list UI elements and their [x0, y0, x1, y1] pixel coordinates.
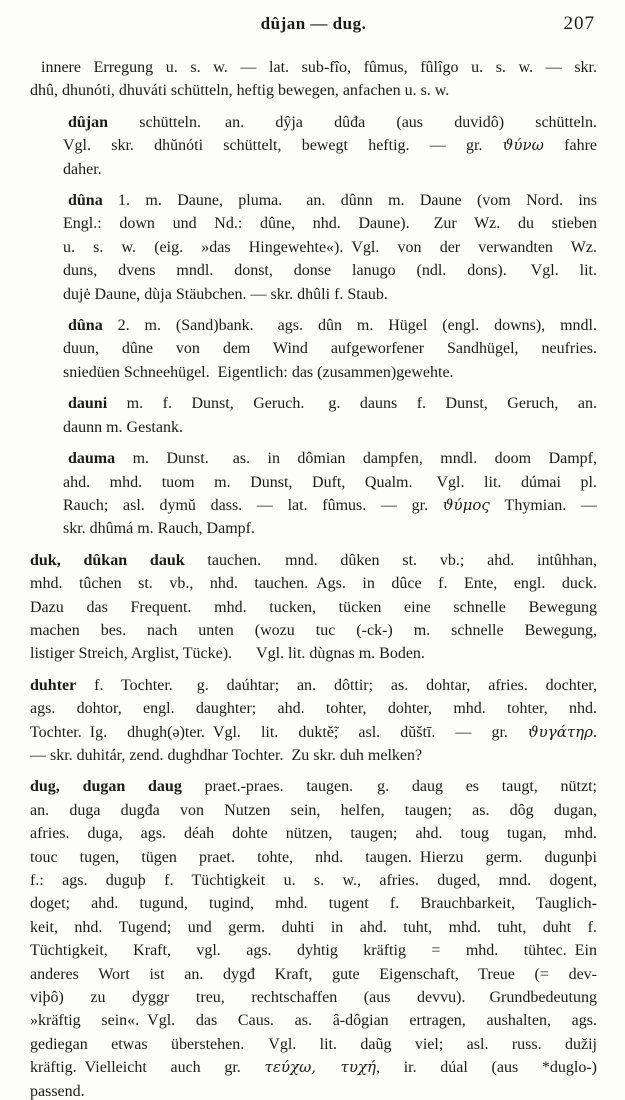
text-segment: tauchen. mnd. dûken st. vb.; ahd. intûhhan, [184, 551, 597, 569]
text-line [63, 416, 597, 439]
page-number: 207 [563, 13, 595, 34]
text-line [63, 517, 597, 540]
text-segment: kräftig. Vielleicht auch gr. [30, 1059, 265, 1077]
text-line [63, 447, 597, 470]
text-line [30, 869, 597, 892]
text-line [30, 916, 597, 939]
text-line [63, 471, 597, 494]
text-line [63, 392, 597, 415]
entry-dug-dugan-daug [30, 775, 597, 1100]
headword: duhter [30, 676, 77, 694]
text-line [63, 189, 597, 212]
entry-dujan [63, 111, 597, 181]
headword: dug, dugan daug [30, 778, 182, 796]
entry-duhter [30, 674, 597, 768]
text-segment: , ir. dúal (aus *duglo-) [376, 1059, 597, 1077]
headword: duk, dûkan dauk [30, 551, 185, 569]
text-segment: sniedüen Schneehügel. Eigentlich: das (zusammen)gewehte. [63, 363, 454, 381]
text-segment: Engl.: down und Nd.: dûne, nhd. Daune). Zur Wz. du stieben [63, 215, 597, 233]
text-line [63, 158, 597, 181]
text-segment: Tochter. Ig. dhugh(ə)ter. Vgl. lit. duktě̃; asl. dŭštī. — gr. [30, 723, 528, 741]
text-line [30, 572, 597, 595]
text-segment: listiger Streich, Arglist, Tücke). Vgl. lit. dùgnas m. Boden. [30, 645, 425, 663]
text-segment: an. duga dugđa von Nutzen sein, helfen, taugen; as. dôg dugan, [30, 801, 597, 819]
text-line [63, 283, 597, 306]
greek-text: τεύχω, τυχή [264, 1058, 377, 1077]
text-line [30, 79, 597, 102]
text-line [30, 1080, 597, 1100]
greek-text: ϑυγάτηρ [527, 722, 593, 741]
running-head: dûjan — dug. [260, 14, 367, 33]
text-line [30, 939, 597, 962]
text-segment: ahd. mhd. tuom m. Dunst, Duft, Qualm. Vgl. lit. dúmai pl. [63, 473, 597, 491]
text-line [63, 259, 597, 282]
text-line [30, 822, 597, 845]
text-line [63, 111, 597, 134]
entry-duk-dukan-dauk [30, 549, 597, 666]
text-segment: innere Erregung u. s. w. — lat. sub-fîo, fûmus, fûlîgo u. s. w. — skr. [41, 59, 597, 76]
text-segment: keit, nhd. Tugend; und germ. duhti in ahd. tuht, mhd. tuht, duht f. [30, 918, 597, 936]
text-segment: dhû, dhunóti, dhuváti schütteln, heftig bewegen, anfachen u. s. w. [30, 82, 450, 100]
text-line [30, 744, 597, 767]
headword: dûjan [68, 113, 109, 131]
text-segment: viþô) zu dyggr treu, rechtschaffen (aus devvu). Grundbedeutung [30, 989, 597, 1007]
text-segment: 2. m. (Sand)bank. ags. dûn m. Hügel (engl. downs), mndl. [102, 317, 597, 335]
greek-text: ϑύνω [502, 136, 544, 155]
entry-duna-2 [63, 314, 597, 384]
text-segment: Tüchtigkeit, Kraft, vgl. ags. dyhtig kräftig = mhd. tühtec. Ein [30, 942, 597, 960]
text-segment: Thymian. — [489, 496, 598, 514]
entry-dauni [63, 392, 597, 439]
paragraph-continuation-innere-erregung [30, 56, 597, 103]
page-header [30, 14, 597, 40]
text-line [30, 846, 597, 869]
text-segment: u. s. w. (eig. »das Hingewehte«). Vgl. von der verwandten Wz. [63, 238, 597, 256]
text-segment: 1. m. Daune, pluma. an. dûnn m. Daune (vom Nord. ins [102, 192, 597, 210]
text-line [30, 596, 597, 619]
text-segment: f.: ags. duguþ f. Tüchtigkeit u. s. w., afries. duged, mnd. dogent, [30, 872, 597, 889]
text-segment: doget; ahd. tugund, tugind, mhd. tugent f. Brauchbarkeit, Tauglich- [30, 895, 597, 913]
text-line [63, 337, 597, 360]
text-segment: skr. dhûmá m. Rauch, Dampf. [63, 520, 255, 538]
text-segment: praet.-praes. taugen. g. daug es taugt, nützt; [181, 778, 597, 796]
text-segment: »kräftig sein«. Vgl. das Caus. as. â-dôgian ertragen, aushalten, ags. [30, 1012, 597, 1030]
headword: dauni [68, 395, 108, 413]
entry-duna-1 [63, 189, 597, 306]
text-segment: duns, dvens mndl. donst, donse lanugo (ndl. dons). Vgl. lit. [63, 262, 597, 280]
greek-text: ϑύμος [442, 495, 490, 514]
text-line [30, 674, 597, 697]
text-segment: gediegan etwas überstehen. Vgl. lit. daũg viel; asl. russ. dužij [30, 1035, 597, 1053]
text-segment: Vgl. skr. dhŭnóti schüttelt, bewegt heftig. — gr. [63, 137, 503, 155]
text-line [63, 236, 597, 259]
text-line [63, 314, 597, 337]
text-line [30, 56, 597, 79]
text-line [30, 619, 597, 642]
text-segment: anderes Wort ist an. dygđ Kraft, gute Eigenschaft, Treue (= dev- [30, 965, 597, 983]
headword: dûna [68, 192, 103, 210]
text-line [30, 1009, 597, 1032]
text-segment: fahre [543, 137, 597, 155]
entry-dauma [63, 447, 597, 541]
text-line [63, 134, 597, 157]
text-line [30, 721, 597, 744]
text-segment: Dazu das Frequent. mhd. tucken, tücken eine schnelle Bewegung [30, 598, 597, 616]
text-segment: f. Tochter. g. daúhtar; an. dôttir; as. dohtar, afries. dochter, [76, 676, 597, 694]
text-line [30, 1033, 597, 1056]
text-line [63, 494, 597, 517]
text-segment: passend. [30, 1082, 85, 1100]
text-segment: daher. [63, 160, 102, 178]
text-line [63, 361, 597, 384]
text-segment: mhd. tûchen st. vb., nhd. tauchen. Ags. in dûce f. Ente, engl. duck. [30, 575, 597, 593]
text-segment: Rauch; asl. dymŭ dass. — lat. fûmus. — gr. [63, 496, 443, 514]
text-segment: daunn m. Gestank. [63, 418, 183, 436]
text-segment: — skr. duhitár, zend. dughdhar Tochter. Zu skr. duh melken? [30, 746, 423, 764]
text-line [30, 963, 597, 986]
text-segment: afries. duga, ags. déah dohte nützen, taugen; ahd. toug tugan, mhd. [30, 825, 597, 843]
text-segment: duun, dûne von dem Wind aufgeworfener Sandhügel, neufries. [63, 340, 597, 358]
headword: dauma [68, 450, 116, 468]
text-segment: touc tugen, tügen praet. tohte, nhd. taugen. Hierzu germ. dugunþi [30, 848, 597, 866]
text-line [63, 212, 597, 235]
text-line [30, 697, 597, 720]
text-line [30, 1056, 597, 1079]
text-segment: schütteln. an. dŷja dûđa (aus duvidô) schütteln. [108, 113, 597, 131]
text-line [30, 549, 597, 572]
text-segment: ags. dohtor, engl. daughter; ahd. tohter, dohter, mhd. tohter, nhd. [30, 700, 597, 718]
text-segment: m. Dunst. as. in dômian dampfen, mndl. doom Dampf, [115, 450, 597, 468]
text-line [30, 892, 597, 915]
text-segment: m. f. Dunst, Geruch. g. dauns f. Dunst, Geruch, an. [107, 395, 597, 413]
text-segment: . [593, 723, 597, 741]
text-line [30, 986, 597, 1009]
headword: dûna [68, 317, 103, 335]
text-segment: dujė Daune, dùja Stäubchen. — skr. dhûli f. Staub. [63, 285, 388, 303]
text-line [30, 642, 597, 665]
text-line [30, 775, 597, 798]
text-body [30, 56, 597, 1100]
text-segment: machen bes. nach unten (wozu tuc (-ck-) m. schnelle Bewegung, [30, 621, 597, 639]
text-line [30, 799, 597, 822]
